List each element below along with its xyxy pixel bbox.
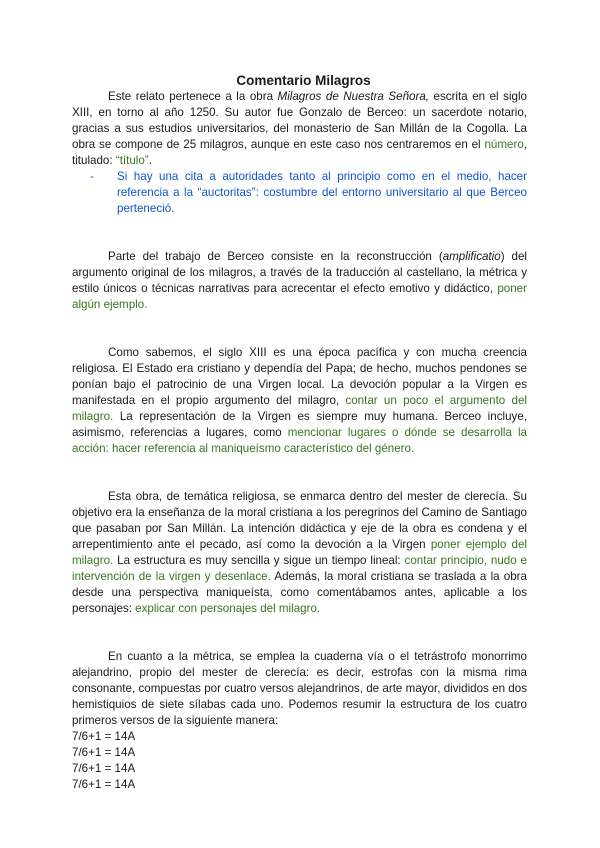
clerecia-text-3: Además, la moral cristiana se traslada a la obra desde una perspectiva maniqueísta, como comentábamos antes, aplicable a los personajes:: [72, 570, 527, 615]
amplificatio-term: amplificatio: [442, 250, 501, 263]
paragraph-clerecia: [72, 489, 527, 617]
note-ejemplo: poner algún ejemplo.: [72, 282, 527, 311]
formula-line: 7/6+1 = 14A: [72, 746, 136, 759]
note-argumento: contar un poco el argumento del milagro.: [72, 394, 527, 423]
bullet-text: Si hay una cita a autoridades tanto al principio como en el medio, hacer referencia a la “auctoritas”: costumbre del entorno universitario al que Berceo perteneció.: [117, 170, 527, 215]
note-titulo: “título”: [115, 154, 149, 167]
paragraph-gap: [72, 457, 527, 489]
note-ejemplo-milagro: poner ejemplo del milagro.: [72, 538, 528, 567]
clerecia-text-2: La estructura es muy sencilla y sigue un tiempo lineal:: [113, 554, 405, 567]
paragraph-gap: [72, 313, 527, 345]
formula-line: 7/6+1 = 14A: [72, 778, 136, 791]
intro-text-1: Este relato pertenece a la obra: [108, 90, 278, 103]
note-numero: número: [484, 138, 524, 151]
paragraph-metrica: En cuanto a la métrica, se emplea la cuaderna vía o el tetrástrofo monorrimo alejandrino, propio del mester de clerecía: es decir, estrofas con la misma rima consonante, compuestas por cuatro versos alejandrinos, de arte mayor, divididos en dos hemistiquios de siete sílabas cada uno. Podemos resumir la estructura de los cuatro primeros versos de la siguiente manera:: [72, 650, 527, 727]
formula-line: 7/6+1 = 14A: [72, 762, 136, 775]
work-title: Milagros de Nuestra Señora,: [277, 90, 430, 103]
note-personajes: explicar con personajes del milagro.: [135, 602, 321, 615]
context-text-2: La representación de la Virgen es siempre muy humana. Berceo incluye, asimismo, referencias a lugares, como: [72, 410, 527, 439]
document-title: Comentario Milagros: [236, 73, 371, 88]
paragraph-intro: [72, 89, 527, 169]
document-body: [72, 73, 527, 793]
intro-text-3: , titulado:: [72, 138, 527, 167]
amp-text-2: ) del argumento original de los milagros, a través de la traducción al castellano, la métrica y estilo únicos o técnicas narrativas para acrecentar el efecto emotivo y didáctico,: [72, 250, 527, 295]
paragraph-gap: [72, 617, 527, 649]
amp-text-1: Parte del trabajo de Berceo consiste en la reconstrucción (: [108, 250, 443, 263]
formula-line: 7/6+1 = 14A: [72, 730, 136, 743]
context-text-1: Como sabemos, el siglo XIII es una época pacífica y con mucha creencia religiosa. El Estado era cristiano y dependía del Papa; de hecho, muchos pendones se ponían bajo el patrocinio de una Virgen local. La devoción popular a la Virgen es manifestada en el propio argumento del milagro,: [72, 346, 527, 407]
paragraph-context: [72, 345, 527, 457]
clerecia-text-1: Esta obra, de temática religiosa, se enmarca dentro del mester de clerecía. Su objetivo era la enseñanza de la moral cristiana a los peregrinos del Camino de Santiago que pasaban por San Millán. La intención didáctica y eje de la obra es condena y el arrepentimiento ante el pecado, así como la devoción a la Virgen: [72, 490, 527, 551]
paragraph-amplificatio: [72, 249, 527, 313]
intro-text-4: .: [148, 154, 152, 167]
paragraph-gap: [72, 217, 527, 249]
bullet-dash: -: [90, 170, 94, 183]
note-estructura: contar principio, nudo e intervención de la virgen y desenlace.: [72, 554, 527, 583]
intro-text-2: escrita en el siglo XIII, en torno al año 1250. Su autor fue Gonzalo de Berceo: un sacerdote notario, gracias a sus estudios universitarios, del monasterio de San Millán de la Cogolla. La obra se compone de 25 milagros, aunque en este caso nos centraremos en el: [72, 90, 527, 151]
bullet-note: [72, 169, 527, 217]
note-lugares: mencionar lugares o dónde se desarrolla la acción: hacer referencia al maniqueísmo característico del género.: [72, 426, 527, 455]
